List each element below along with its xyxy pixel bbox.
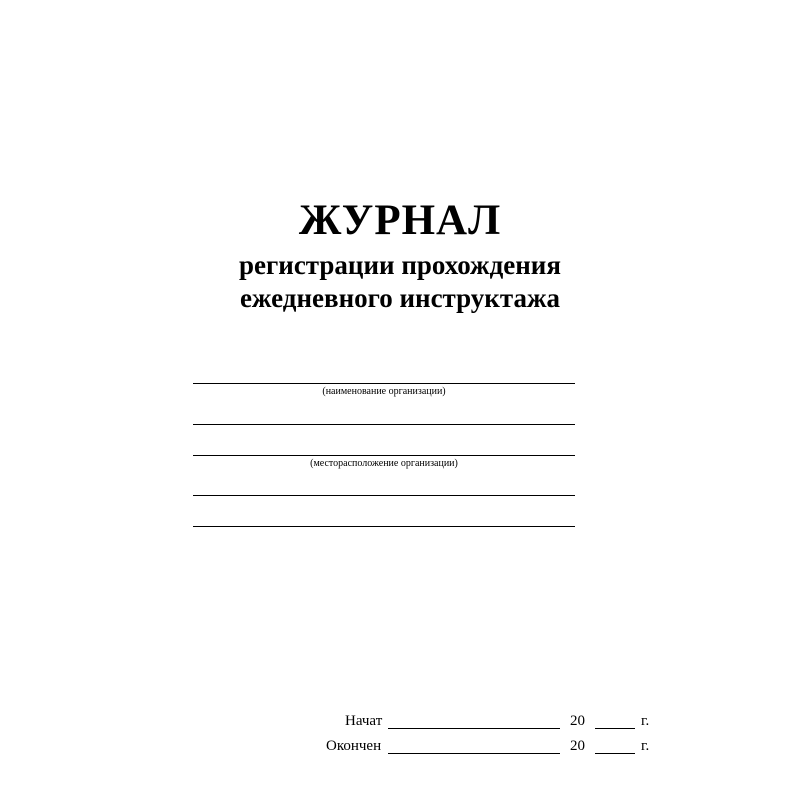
org-name-extra-line [193, 424, 575, 425]
ended-year-suffix: г. [641, 738, 650, 754]
org-location-extra-line-2 [193, 526, 575, 527]
started-year-suffix: г. [641, 713, 650, 729]
ended-year-prefix: 20 [570, 738, 585, 754]
org-name-line [193, 383, 575, 384]
started-year-line [595, 728, 635, 729]
started-label: Начат [345, 713, 383, 729]
ended-row [0, 737, 800, 757]
journal-subtitle-line1: регистрации прохождения [239, 250, 561, 280]
started-row [0, 712, 800, 732]
started-year-prefix: 20 [570, 713, 585, 729]
org-name-caption: (наименование организации) [322, 386, 446, 397]
ended-date-line [388, 753, 560, 754]
journal-subtitle-line2: ежедневного инструктажа [239, 283, 561, 313]
started-date-line [388, 728, 560, 729]
ended-label: Окончен [326, 738, 382, 754]
ended-year-line [595, 753, 635, 754]
org-location-extra-line-1 [193, 495, 575, 496]
org-location-line [193, 455, 575, 456]
journal-title: ЖУРНАЛ [298, 197, 502, 244]
org-location-caption: (месторасположение организации) [310, 458, 458, 469]
